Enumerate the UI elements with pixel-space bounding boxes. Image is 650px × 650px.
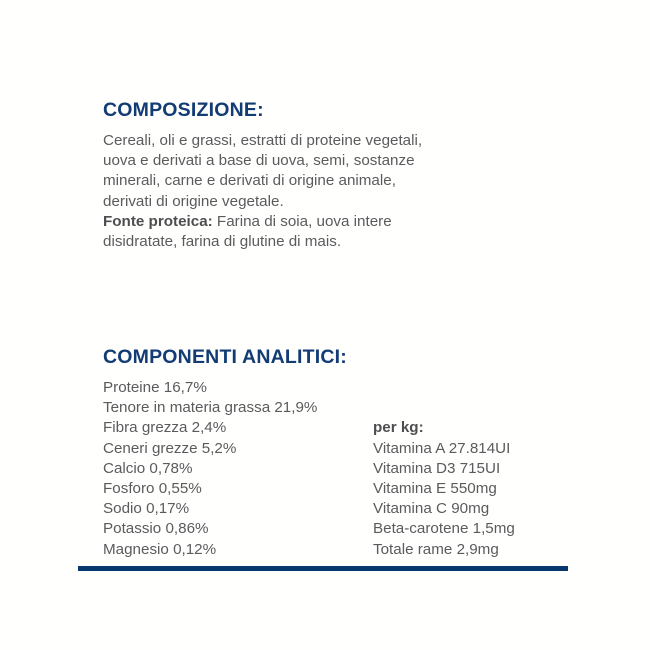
ingredients-line: Cereali, oli e grassi, estratti di proteine vegetali, bbox=[103, 132, 423, 149]
vitamin-item: Beta-carotene 1,5mg bbox=[373, 520, 515, 538]
nutrient-item: Ceneri grezze 5,2% bbox=[103, 439, 237, 457]
analytical-components-heading: COMPONENTI ANALITICI: bbox=[103, 346, 347, 368]
per-kg-label: per kg: bbox=[373, 419, 424, 437]
protein-source-first-line bbox=[103, 212, 563, 232]
composition-heading: COMPOSIZIONE: bbox=[103, 99, 264, 121]
ingredients-line: uova e derivati a base di uova, semi, sostanze bbox=[103, 152, 415, 170]
analytical-columns bbox=[103, 378, 573, 558]
protein-source-label: Fonte proteica: bbox=[103, 212, 213, 230]
ingredients-line: derivati di origine vegetale. bbox=[103, 192, 284, 210]
bottom-divider-rule bbox=[78, 566, 568, 571]
composition-section bbox=[103, 98, 563, 252]
analytical-components-section bbox=[103, 345, 573, 558]
nutrient-item: Proteine 16,7% bbox=[103, 379, 207, 396]
nutrient-item: Calcio 0,78% bbox=[103, 459, 193, 477]
vitamin-item: Vitamina A 27.814UI bbox=[373, 439, 511, 457]
nutrient-item: Fosforo 0,55% bbox=[103, 480, 202, 498]
vitamin-item: Vitamina E 550mg bbox=[373, 480, 497, 497]
nutrient-item: Tenore in materia grassa 21,9% bbox=[103, 399, 318, 417]
protein-source-text bbox=[103, 212, 563, 252]
vitamin-list bbox=[373, 439, 515, 560]
ingredients-line: minerali, carne e derivati di origine animale, bbox=[103, 172, 396, 190]
analytical-left-column bbox=[103, 378, 317, 560]
vitamin-item: Totale rame 2,9mg bbox=[373, 540, 499, 558]
nutrient-item: Sodio 0,17% bbox=[103, 500, 190, 518]
composition-ingredients-text bbox=[103, 131, 563, 212]
nutrient-list bbox=[103, 378, 317, 560]
vitamin-item: Vitamina D3 715UI bbox=[373, 459, 501, 477]
nutrient-item: Magnesio 0,12% bbox=[103, 540, 217, 558]
protein-source-value: Farina di soia, uova intere bbox=[212, 212, 392, 230]
nutrient-item: Fibra grezza 2,4% bbox=[103, 419, 227, 437]
vitamin-item: Vitamina C 90mg bbox=[373, 500, 490, 518]
analytical-right-column bbox=[373, 418, 515, 559]
protein-source-second-line: disidratate, farina di glutine di mais. bbox=[103, 233, 342, 251]
nutrient-item: Potassio 0,86% bbox=[103, 520, 209, 538]
